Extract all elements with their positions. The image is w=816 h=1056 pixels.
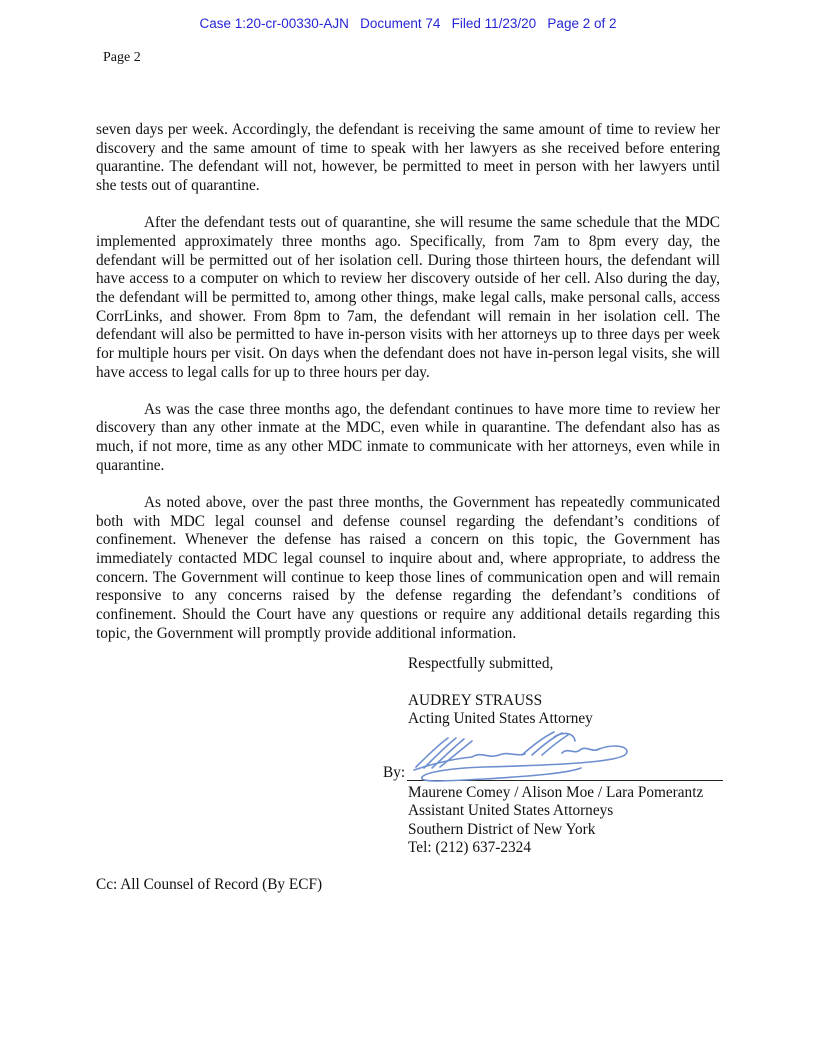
attorney-block	[408, 784, 703, 858]
document-body	[96, 121, 720, 662]
ecf-stamp-header: Case 1:20-cr-00330-AJN Document 74 Filed 11/23/20 Page 2 of 2	[199, 16, 617, 31]
signer-title: Acting United States Attorney	[408, 710, 593, 728]
paragraph: As noted above, over the past three months, the Government has repeatedly communicated both with MDC legal counsel and defense counsel regarding the defendant’s conditions of confinement. Whenever the defense has raised a concern on this topic, the Government has immediately contacted MDC legal counsel to inquire about and, where appropriate, to address the concern. The Government will continue to keep those lines of communication open and will remain responsive to any concerns raised by the defense regarding the defendant’s conditions of confinement. Should the Court have any questions or require any additional details regarding this topic, the Government will promptly provide additional information.	[96, 494, 720, 642]
page-number-label: Page 2	[103, 50, 141, 65]
attorneys-names: Maurene Comey / Alison Moe / Lara Pomerantz	[408, 784, 704, 801]
handwritten-signature-icon	[402, 729, 642, 787]
attorneys-title: Assistant United States Attorneys	[408, 802, 614, 820]
signer-block	[408, 692, 593, 729]
signer-name: AUDREY STRAUSS	[408, 692, 543, 709]
cc-line: Cc: All Counsel of Record (By ECF)	[96, 876, 323, 893]
paragraph: As was the case three months ago, the defendant continues to have more time to review her discovery than any other inmate at the MDC, even while in quarantine. The defendant also has as much, if not more, time as any other MDC inmate to communicate with her attorneys, even while in quarantine.	[96, 400, 720, 474]
paragraph: seven days per week. Accordingly, the defendant is receiving the same amount of time to review her discovery and the same amount of time to speak with her lawyers as she received before entering quarantine. The defendant will not, however, be permitted to meet in person with her lawyers until she tests out of quarantine.	[96, 121, 720, 194]
phone-line: Tel: (212) 637-2324	[408, 839, 531, 857]
district-line: Southern District of New York	[408, 820, 596, 838]
closing-line: Respectfully submitted,	[408, 655, 554, 672]
by-label: By:	[383, 764, 406, 781]
paragraph: After the defendant tests out of quarantine, she will resume the same schedule that the MDC implemented approximately three months ago. Specifically, from 7am to 8pm every day, the defendant will be permitted out of her isolation cell. During those thirteen hours, the defendant will have access to a computer on which to review her discovery outside of her cell. Also during the day, the defendant will be permitted to, among other things, make legal calls, make personal calls, access CorrLinks, and shower. From 8pm to 7am, the defendant will remain in her isolation cell. The defendant will also be permitted to have in-person visits with her attorneys up to three days per week for multiple hours per visit. On days when the defendant does not have in-person legal visits, she will have access to legal calls for up to three hours per day.	[96, 214, 720, 381]
